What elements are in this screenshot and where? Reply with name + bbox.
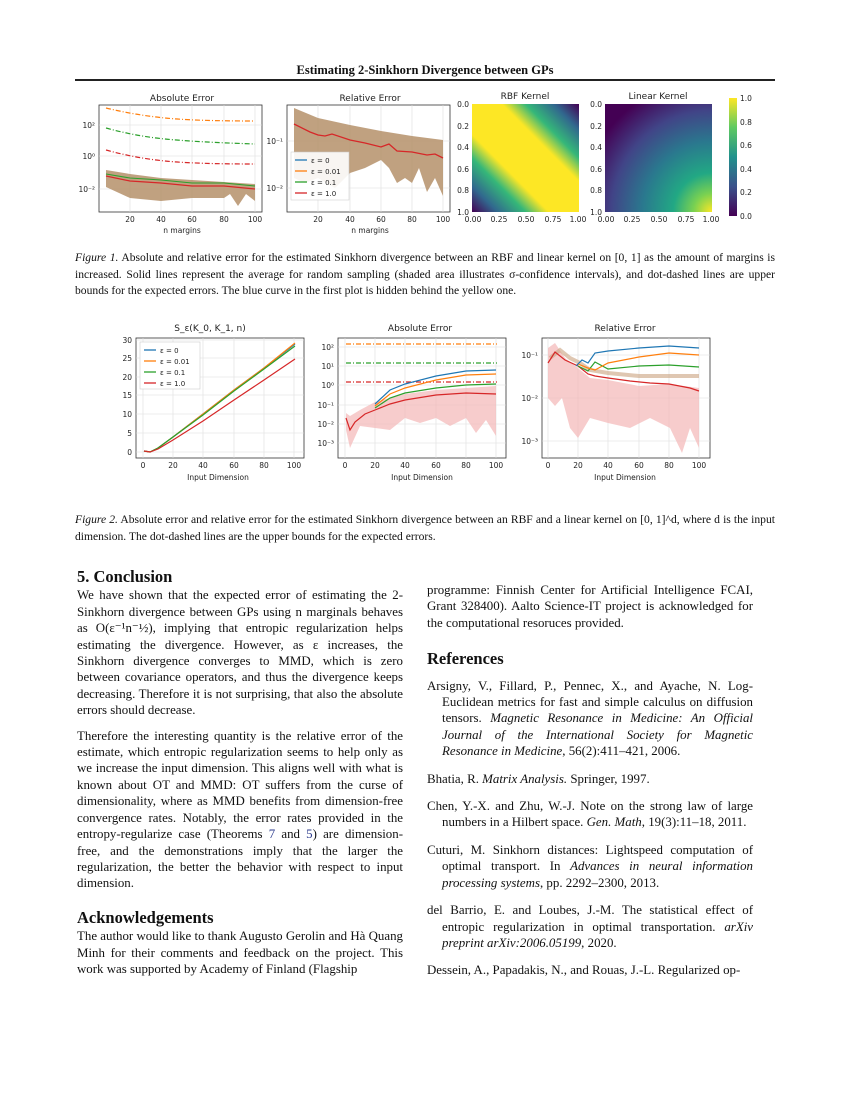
reference-item: Cuturi, M. Sinkhorn distances: Lightspeed computation of optimal transport. In Advances in neural information processing systems, pp. 2292–2300, 2013. (427, 842, 753, 890)
svg-text:0.25: 0.25 (490, 215, 508, 224)
svg-text:10¹: 10¹ (321, 362, 334, 371)
svg-text:1.0: 1.0 (457, 208, 469, 217)
svg-text:Relative Error: Relative Error (339, 94, 401, 104)
conclusion-paragraph-2: Therefore the interesting quantity is the relative error of the estimate, which entropic regularization seems to help only as we increase the input dimension. This aligns well with what is known about OT and MMD: OT suffers from the curse of dimensionality, where as MMD benefits from dimension-free convergence rates. Notably, the error rates provided in the entropy-regularize case (Theorems 7 and 5) are dimension-free, and the demonstrations imply that the larger the regularization, the better the behavior with respect to input dimension. (77, 728, 403, 891)
svg-text:0.0: 0.0 (590, 100, 602, 109)
reference-item: Arsigny, V., Fillard, P., Pennec, X., and Ayache, N. Log-Euclidean metrics for fast and simple calculus on diffusion tensors. Magnetic Resonance in Medicine: An Official Journal of the International Society for Magnetic Resonance in Medicine, 56(2):411–421, 2006. (427, 678, 754, 759)
svg-text:ε = 1.0: ε = 1.0 (311, 190, 337, 198)
section-heading-conclusion: 5. Conclusion (77, 567, 173, 586)
svg-text:10²: 10² (82, 121, 95, 130)
svg-text:0.6: 0.6 (457, 165, 469, 174)
svg-text:10²: 10² (321, 343, 334, 352)
svg-text:0.4: 0.4 (740, 165, 752, 174)
reference-item: Dessein, A., Papadakis, N., and Rouas, J.-L. Regularized op- (427, 963, 741, 978)
svg-text:25: 25 (122, 354, 132, 363)
svg-text:5: 5 (127, 429, 132, 438)
svg-text:0.25: 0.25 (623, 215, 641, 224)
svg-text:Linear Kernel: Linear Kernel (628, 92, 688, 102)
acknowledgements-text: The author would like to thank Augusto Gerolin and Hà Quang Minh for their comments and feedback on the project. This work was supported by Academy of Finland (Flagship (77, 929, 403, 976)
figure-1 (75, 88, 775, 238)
svg-text:0.4: 0.4 (457, 143, 469, 152)
svg-text:15: 15 (122, 391, 132, 400)
fig1-absolute-error-panel (78, 94, 262, 235)
svg-text:10⁰: 10⁰ (321, 381, 334, 390)
svg-text:ε = 0.01: ε = 0.01 (160, 358, 190, 366)
svg-text:20: 20 (122, 373, 132, 382)
svg-text:10⁻³: 10⁻³ (317, 439, 334, 448)
section-heading-acknowledgements: Acknowledgements (77, 907, 214, 927)
svg-text:100: 100 (488, 461, 504, 470)
svg-text:0.6: 0.6 (740, 141, 752, 150)
conclusion-paragraph-1: We have shown that the expected error of estimating the 2-Sinkhorn divergence between GPs using n marginals behaves as O(ε⁻¹n⁻½), implying that entropic regularization helps estimating the divergence. However, as ε increases, the Sinkhorn divergence converges to MMD, which is zero between covariance operators, and thus the divergence keeps decreasing. Therefore it is not surprising, that also the absolute errors should decrease. (77, 588, 403, 718)
running-title: Estimating 2-Sinkhorn Divergence between GPs (296, 63, 554, 77)
fig1-rbf-kernel-heatmap (457, 92, 587, 224)
svg-text:40: 40 (603, 461, 613, 470)
svg-text:ε = 1.0: ε = 1.0 (160, 380, 186, 388)
svg-text:Relative Error: Relative Error (594, 324, 656, 334)
left-column (77, 569, 403, 986)
fig2-absolute-error-panel (317, 324, 506, 482)
theorem-5-link[interactable]: 5 (306, 827, 313, 842)
svg-text:0.50: 0.50 (650, 215, 668, 224)
svg-text:80: 80 (219, 215, 229, 224)
fig1-relative-error-panel (266, 94, 450, 235)
svg-text:60: 60 (229, 461, 239, 470)
reference-item: Bhatia, R. Matrix Analysis. Springer, 1997. (427, 771, 650, 786)
svg-text:1.00: 1.00 (569, 215, 587, 224)
svg-text:80: 80 (461, 461, 471, 470)
svg-text:40: 40 (198, 461, 208, 470)
svg-text:Input Dimension: Input Dimension (594, 473, 656, 482)
right-column (427, 582, 753, 990)
acknowledgements-text-continued: programme: Finnish Center for Artificial Intelligence FCAI, Grant 328400). Aalto Science-IT project is acknowledged for the computational resoruces provided. (427, 583, 753, 630)
svg-text:100: 100 (691, 461, 707, 470)
svg-text:100: 100 (435, 215, 451, 224)
svg-text:40: 40 (156, 215, 166, 224)
svg-text:0.4: 0.4 (590, 143, 602, 152)
section-heading-references: References (427, 649, 504, 669)
svg-text:10⁰: 10⁰ (82, 152, 95, 161)
svg-text:10⁻¹: 10⁻¹ (317, 401, 334, 410)
figure-2-caption: Figure 2. Absolute error and relative error for the estimated Sinkhorn divergence between an RBF and a linear kernel on [0, 1]^d, where d is the input dimension. The dot-dashed lines are the upper bounds for the expected errors. (75, 513, 775, 543)
svg-text:20: 20 (370, 461, 380, 470)
svg-text:40: 40 (400, 461, 410, 470)
svg-text:n margins: n margins (351, 226, 389, 235)
svg-text:0: 0 (545, 461, 551, 470)
svg-text:60: 60 (634, 461, 644, 470)
svg-text:ε = 0.1: ε = 0.1 (160, 369, 186, 377)
svg-text:ε = 0.01: ε = 0.01 (311, 168, 341, 176)
svg-text:20: 20 (125, 215, 135, 224)
reference-item: Chen, Y.-X. and Zhu, W.-J. Note on the strong law of large numbers in a Hilbert space. Gen. Math, 19(3):11–18, 2011. (427, 799, 753, 830)
svg-text:60: 60 (431, 461, 441, 470)
svg-text:10⁻²: 10⁻² (266, 184, 283, 193)
svg-text:0.00: 0.00 (597, 215, 615, 224)
svg-text:0: 0 (342, 461, 348, 470)
panel-title: Absolute Error (149, 94, 215, 104)
svg-text:0.2: 0.2 (590, 122, 602, 131)
svg-text:80: 80 (259, 461, 269, 470)
svg-text:60: 60 (187, 215, 197, 224)
svg-text:40: 40 (345, 215, 355, 224)
svg-text:0.0: 0.0 (457, 100, 469, 109)
colorbar (729, 98, 737, 216)
svg-text:80: 80 (664, 461, 674, 470)
svg-text:10: 10 (122, 410, 132, 419)
svg-text:ε = 0.1: ε = 0.1 (311, 179, 337, 187)
svg-text:0.6: 0.6 (590, 165, 602, 174)
svg-text:10⁻²: 10⁻² (317, 420, 334, 429)
svg-text:100: 100 (286, 461, 302, 470)
fig1-linear-kernel-heatmap (590, 92, 752, 224)
svg-text:0.0: 0.0 (740, 212, 752, 221)
svg-text:0.00: 0.00 (464, 215, 482, 224)
svg-text:0.8: 0.8 (457, 186, 469, 195)
svg-text:S_ε(K_0, K_1, n): S_ε(K_0, K_1, n) (174, 324, 246, 334)
figure-2 (110, 318, 730, 488)
svg-text:1.0: 1.0 (590, 208, 602, 217)
svg-text:0: 0 (127, 448, 132, 457)
svg-text:20: 20 (313, 215, 323, 224)
header-rule (75, 79, 775, 81)
theorem-7-link[interactable]: 7 (268, 827, 276, 842)
svg-text:1.00: 1.00 (702, 215, 720, 224)
svg-text:80: 80 (407, 215, 417, 224)
svg-text:1.0: 1.0 (740, 94, 752, 103)
svg-text:20: 20 (168, 461, 178, 470)
reference-item: del Barrio, E. and Loubes, J.-M. The statistical effect of entropic regularization in optimal transportation. arXiv preprint arXiv:2006.05199, 2020. (427, 903, 753, 950)
svg-text:0.8: 0.8 (740, 118, 752, 127)
svg-text:10⁻²: 10⁻² (78, 185, 95, 194)
svg-text:0.50: 0.50 (517, 215, 535, 224)
svg-text:0.2: 0.2 (457, 122, 469, 131)
svg-text:0.2: 0.2 (740, 188, 752, 197)
x-axis-label: n margins (163, 226, 201, 235)
svg-text:60: 60 (376, 215, 386, 224)
fig2-relative-error-panel (521, 324, 710, 482)
svg-text:ε = 0: ε = 0 (160, 347, 179, 355)
svg-text:100: 100 (247, 215, 263, 224)
svg-text:0: 0 (140, 461, 146, 470)
fig2-sinkhorn-divergence-panel (122, 324, 304, 482)
svg-text:10⁻¹: 10⁻¹ (521, 351, 538, 360)
svg-text:10⁻³: 10⁻³ (521, 437, 538, 446)
svg-text:Input Dimension: Input Dimension (391, 473, 453, 482)
svg-text:0.75: 0.75 (544, 215, 562, 224)
figure-1-caption: Figure 1. Absolute and relative error for the estimated Sinkhorn divergence between an RBF and linear kernel on [0, 1] as the amount of margins is increased. Solid lines represent the average for random sampling (shaded area illustrates σ-confidence intervals), and dot-dashed lines are upper bounds for the expected errors. The blue curve in the first plot is hidden behind the yellow one. (75, 251, 776, 297)
svg-text:RBF Kernel: RBF Kernel (500, 92, 550, 102)
svg-text:0.8: 0.8 (590, 186, 602, 195)
svg-text:30: 30 (122, 336, 132, 345)
svg-text:0.75: 0.75 (677, 215, 695, 224)
svg-text:10⁻²: 10⁻² (521, 394, 538, 403)
svg-text:Absolute Error: Absolute Error (387, 324, 453, 334)
svg-text:ε = 0: ε = 0 (311, 157, 330, 165)
svg-text:20: 20 (573, 461, 583, 470)
svg-text:10⁻¹: 10⁻¹ (266, 137, 283, 146)
svg-text:Input Dimension: Input Dimension (187, 473, 249, 482)
